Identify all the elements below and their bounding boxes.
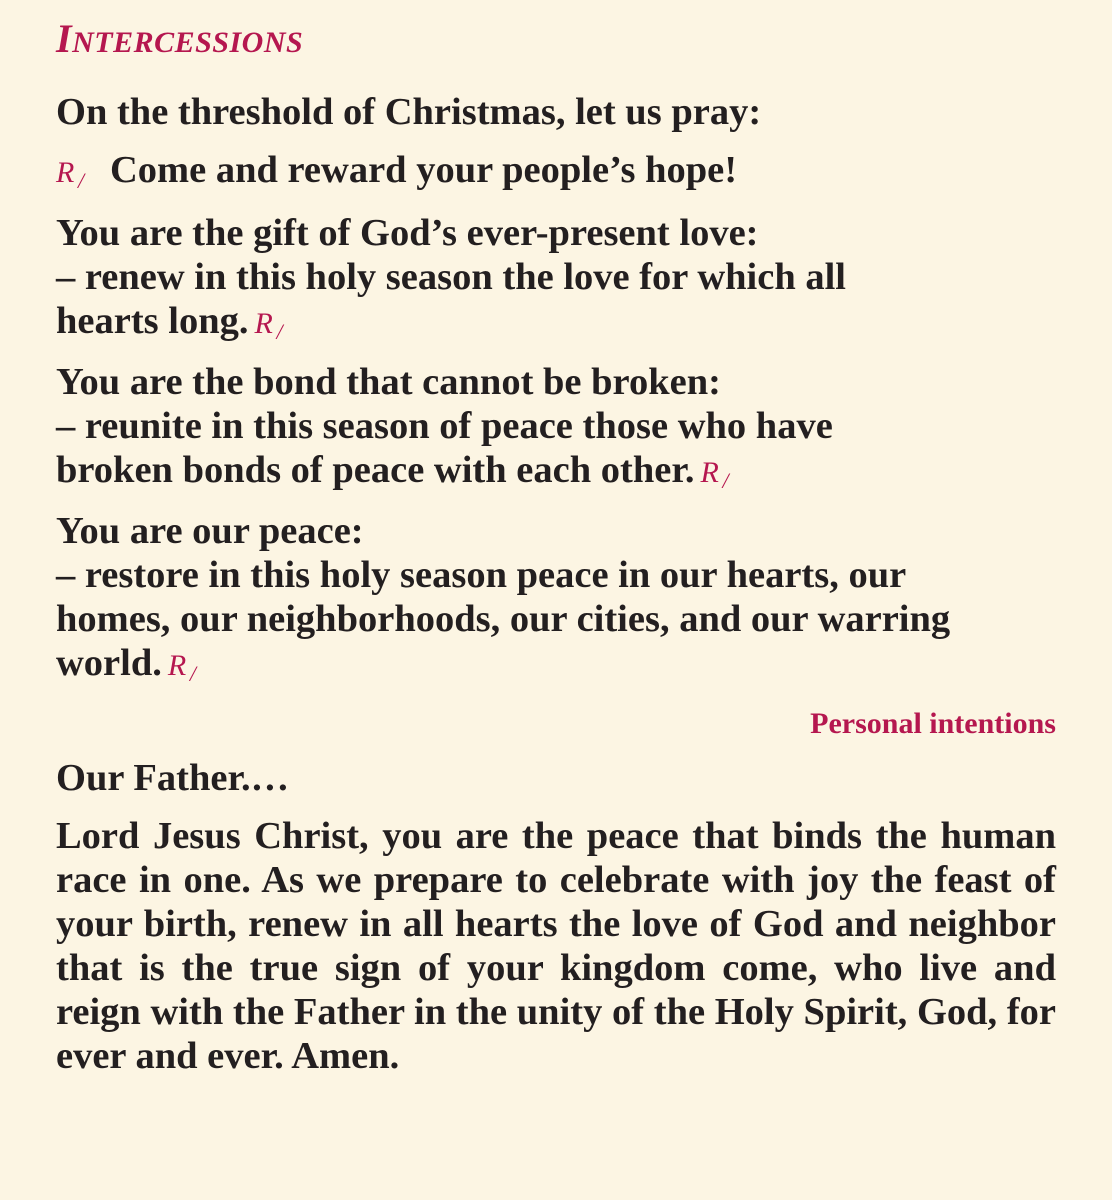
petition-request-line-end: hearts long. R / (56, 299, 1056, 346)
petition-request-line: – renew in this holy season the love for which all (56, 256, 847, 298)
heading-initial: I (56, 16, 73, 61)
petition-request-line: homes, our neighborhoods, our cities, and our warring (56, 598, 951, 640)
petition-address: You are our peace: (56, 510, 364, 552)
response-text: Come and reward your people’s hope! (110, 149, 738, 191)
petition-request-line-end: world. R / (56, 641, 1056, 688)
petition-request-line-end: broken bonds of peace with each other. R / (56, 448, 1056, 495)
petition-request-line: – restore in this holy season peace in our hearts, our (56, 554, 907, 596)
petition-address: You are the gift of God’s ever-present love: (56, 212, 759, 254)
response-symbol: R / (167, 649, 196, 686)
petition-request-line: – reunite in this season of peace those who have (56, 405, 833, 447)
our-father-text: Our Father.… (56, 757, 290, 799)
petition-1 (56, 211, 1056, 346)
response-line (56, 148, 1056, 195)
closing-prayer: Lord Jesus Christ, you are the peace that binds the human race in one. As we prepare to celebrate with joy the feast of your birth, renew in all hearts the love of God and neighbor that is the true sign of your kingdom come, who live and reign with the Father in the unity of the Holy Spirit, God, for ever and ever. Amen. (56, 815, 1056, 1077)
response-symbol: R / (56, 156, 85, 193)
response-symbol: R / (254, 307, 283, 344)
heading-small-caps: NTERCESSIONS (72, 26, 304, 59)
petition-address: You are the bond that cannot be broken: (56, 361, 721, 403)
petition-2 (56, 360, 1056, 495)
response-symbol: R / (700, 456, 729, 493)
intro-text: On the threshold of Christmas, let us pray: (56, 91, 762, 133)
petition-3 (56, 509, 1056, 688)
personal-intentions-rubric: Personal intentions (810, 707, 1056, 740)
section-heading (56, 14, 1056, 68)
